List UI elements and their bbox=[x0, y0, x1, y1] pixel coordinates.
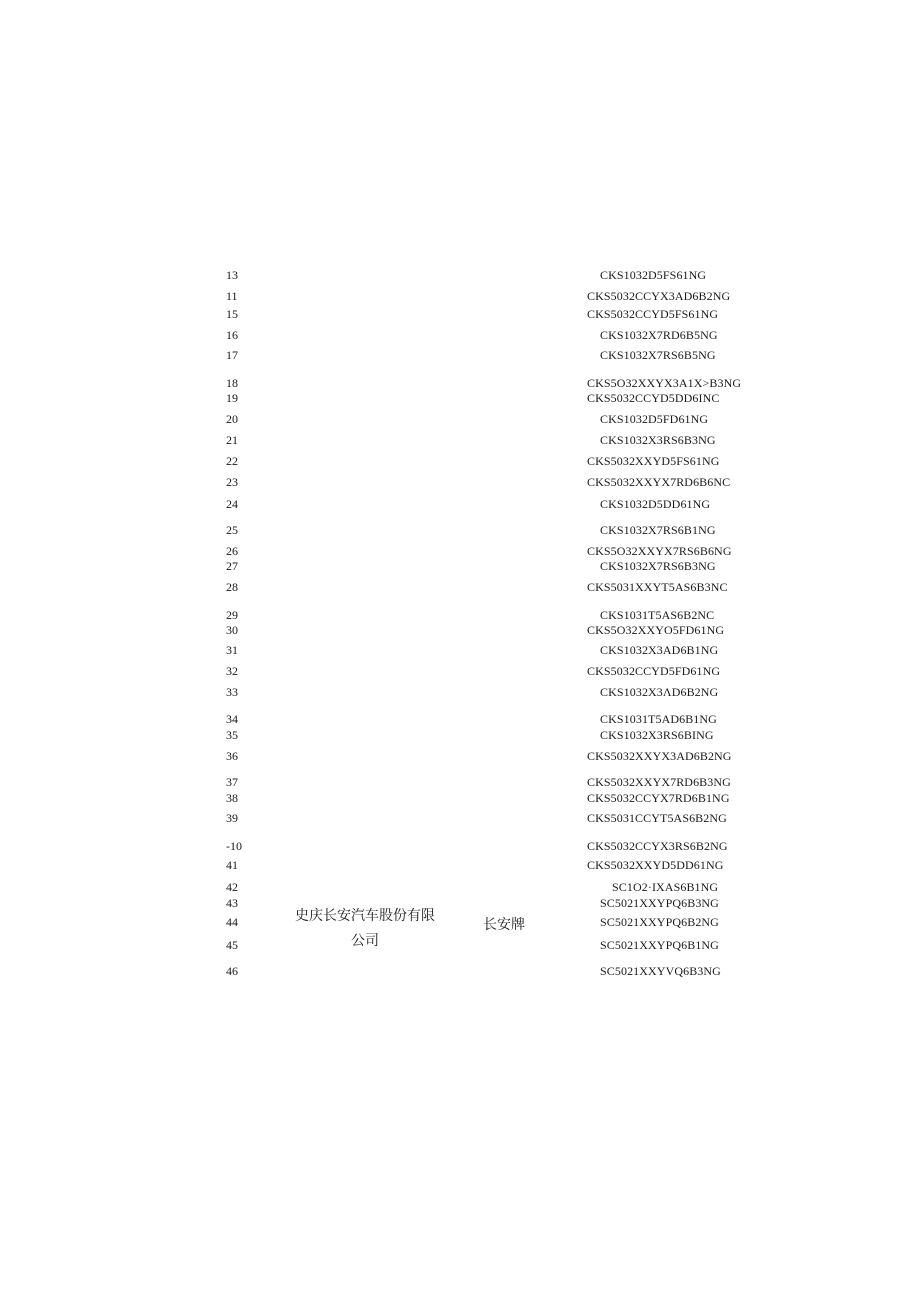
row-number: 29 bbox=[226, 608, 238, 622]
vehicle-model-code: SC1O2·IXAS6B1NG bbox=[612, 880, 719, 894]
row-number: 28 bbox=[226, 580, 238, 594]
row-number: 19 bbox=[226, 391, 238, 405]
row-number: 42 bbox=[226, 880, 238, 894]
row-number: 16 bbox=[226, 328, 238, 342]
row-number: 27 bbox=[226, 559, 238, 573]
row-number: 24 bbox=[226, 497, 238, 511]
row-number: 17 bbox=[226, 348, 238, 362]
vehicle-model-code: CKS5032XXYX3AD6B2NG bbox=[587, 749, 732, 763]
row-number: -10 bbox=[226, 839, 242, 853]
vehicle-model-code: SC5021XXYPQ6B1NG bbox=[600, 938, 719, 952]
row-number: 39 bbox=[226, 811, 238, 825]
vehicle-model-code: CKS5032CCYD5FS61NG bbox=[587, 307, 719, 321]
row-number: 36 bbox=[226, 749, 238, 763]
row-number: 11 bbox=[226, 289, 238, 303]
vehicle-model-code: CKS5032CCYX7RD6B1NG bbox=[587, 791, 730, 805]
vehicle-model-code: CKS5032XXYX7RD6B3NG bbox=[587, 775, 731, 789]
vehicle-model-code: CKS1031T5AD6B1NG bbox=[600, 712, 717, 726]
row-number: 35 bbox=[226, 728, 238, 742]
row-number: 15 bbox=[226, 307, 238, 321]
vehicle-model-code: CKS5O32XXYX3A1X>B3NG bbox=[587, 376, 742, 390]
row-number: 33 bbox=[226, 685, 238, 699]
vehicle-model-code: CKS5032CCYD5DD6INC bbox=[587, 391, 720, 405]
vehicle-model-code: CKS1032X7RD6B5NG bbox=[600, 328, 718, 342]
vehicle-model-code: CKS1032D5FS61NG bbox=[600, 268, 707, 282]
row-number: 31 bbox=[226, 643, 238, 657]
row-number: 20 bbox=[226, 412, 238, 426]
row-number: 41 bbox=[226, 858, 238, 872]
vehicle-model-code: CKS5032XXYD5FS61NG bbox=[587, 454, 720, 468]
row-number: 30 bbox=[226, 623, 238, 637]
vehicle-model-code: CKS5031XXYT5AS6B3NC bbox=[587, 580, 728, 594]
row-number: 46 bbox=[226, 964, 238, 978]
vehicle-model-code: SC5021XXYPQ6B2NG bbox=[600, 915, 719, 929]
vehicle-model-code: SC5021XXYVQ6B3NG bbox=[600, 964, 721, 978]
row-number: 37 bbox=[226, 775, 238, 789]
vehicle-model-code: CKS5032CCYX3RS6B2NG bbox=[587, 839, 728, 853]
brand-name: 长安牌 bbox=[483, 917, 525, 933]
vehicle-model-code: CKS1032X7RS6B3NG bbox=[600, 559, 716, 573]
row-number: 45 bbox=[226, 938, 238, 952]
row-number: 18 bbox=[226, 376, 238, 390]
vehicle-model-code: CKS1032X3RS6B3NG bbox=[600, 433, 716, 447]
vehicle-model-code: CKS5032CCYD5FD61NG bbox=[587, 664, 721, 678]
row-number: 38 bbox=[226, 791, 238, 805]
row-number: 23 bbox=[226, 475, 238, 489]
vehicle-model-code: CKS5O32XXYO5FD61NG bbox=[587, 623, 725, 637]
row-number: 13 bbox=[226, 268, 238, 282]
vehicle-model-code: CKS5O32XXYX7RS6B6NG bbox=[587, 544, 732, 558]
row-number: 25 bbox=[226, 523, 238, 537]
manufacturer-name: 史庆长安汽车股份有限公司 bbox=[295, 908, 435, 949]
row-number: 26 bbox=[226, 544, 238, 558]
vehicle-model-code: CKS5032XXYD5DD61NG bbox=[587, 858, 724, 872]
vehicle-model-code: CKS1032X3AD6B1NG bbox=[600, 643, 719, 657]
row-number: 44 bbox=[226, 915, 238, 929]
row-number: 22 bbox=[226, 454, 238, 468]
vehicle-model-code: CKS1032D5DD61NG bbox=[600, 497, 711, 511]
vehicle-model-code: SC5021XXYPQ6B3NG bbox=[600, 896, 719, 910]
vehicle-model-code: CKS1032D5FD61NG bbox=[600, 412, 709, 426]
vehicle-model-code: CKS1032X3RS6BING bbox=[600, 728, 714, 742]
row-number: 21 bbox=[226, 433, 238, 447]
vehicle-model-code: CKS1032X3ΛD6B2NG bbox=[600, 685, 719, 699]
vehicle-model-code: CKS5032CCYX3AD6B2NG bbox=[587, 289, 731, 303]
vehicle-model-code: CKS5031CCYT5AS6B2NG bbox=[587, 811, 727, 825]
vehicle-model-code: CKS1032X7RS6B5NG bbox=[600, 348, 716, 362]
vehicle-model-code: CKS1032X7RS6B1NG bbox=[600, 523, 716, 537]
row-number: 43 bbox=[226, 896, 238, 910]
row-number: 32 bbox=[226, 664, 238, 678]
row-number: 34 bbox=[226, 712, 238, 726]
vehicle-model-code: CKS5032XXYX7RD6B6NC bbox=[587, 475, 731, 489]
vehicle-model-code: CKS1031T5AS6B2NC bbox=[600, 608, 715, 622]
